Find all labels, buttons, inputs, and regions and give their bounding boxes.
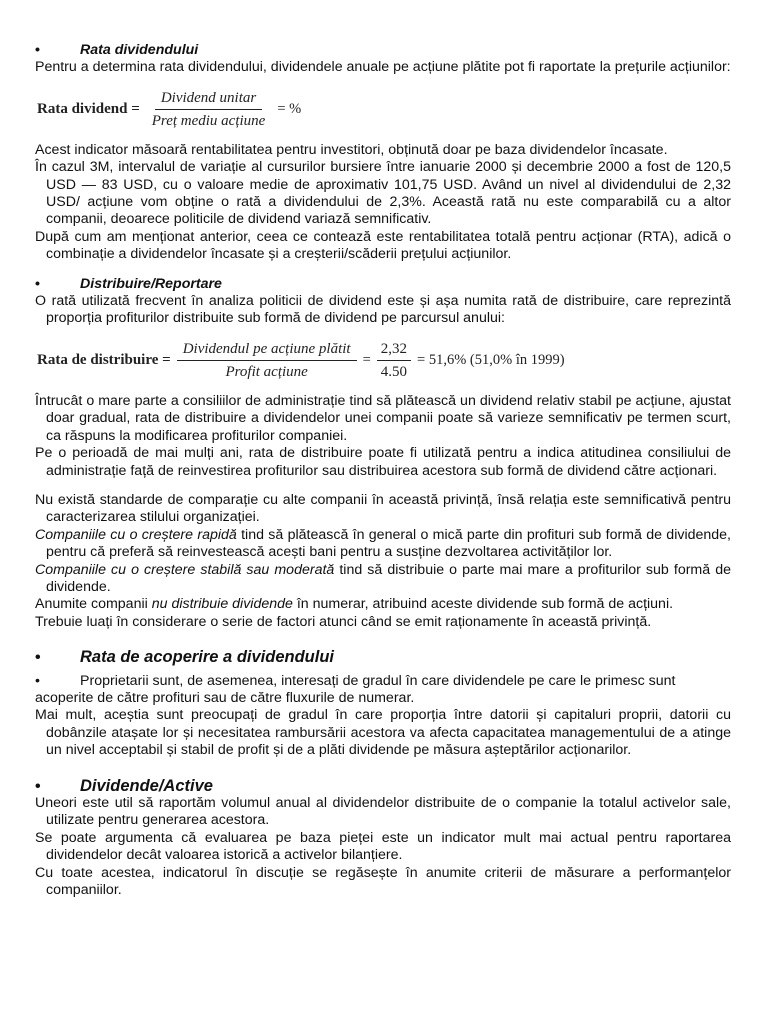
emphasis: Companiile cu o creștere rapidă [35, 526, 237, 543]
emphasis: nu distribuie dividende [151, 596, 293, 613]
emphasis: Companiile cu o creștere stabilă sau moderată [35, 561, 335, 578]
section-heading-dividende-active [35, 778, 731, 795]
paragraph: După cum am menționat anterior, ceea ce contează este rentabilitatea totală pentru acționar (RTA), adică o combinație a dividendelor încasate și a creșterii/scăderii prețului acțiunilor. [35, 228, 731, 263]
paragraph: Pentru a determina rata dividendului, dividendele anuale pe acțiune plătite pot fi raportate la prețurile acțiunilor: [35, 59, 731, 76]
formula-result: = 51,6% (51,0% în 1999) [417, 351, 565, 368]
paragraph: Cu toate acestea, indicatorul în discuție se regăsește în anumite criterii de măsurare a performanțelor companiilor. [35, 864, 731, 899]
formula-denominator: Preț mediu acțiune [151, 112, 266, 129]
bullet: • [35, 275, 40, 292]
paragraph: O rată utilizată frecvent în analiza politicii de dividend este și așa numita rată de distribuire, care reprezintă proporția profiturilor distribuite sub formă de dividend pe parcursul anului: [35, 293, 731, 327]
bullet: • [35, 672, 40, 689]
formula-numerator: Dividendul pe acțiune plătit [177, 340, 357, 361]
paragraph: Uneori este util să raportăm volumul anual al dividendelor distribuite de o companie la totalul activelor sale, utilizate pentru generarea acestora. [35, 795, 731, 829]
formula-value-numerator: 2,32 [377, 340, 411, 361]
formula-numerator: Dividend unitar [155, 89, 262, 110]
paragraph [35, 562, 731, 597]
bullet: • [35, 777, 41, 795]
paragraph [35, 527, 731, 562]
section-title: Rata dividendului [80, 42, 199, 58]
section-title: Dividende/Active [80, 776, 213, 795]
section-heading-rata-dividendului [35, 42, 731, 59]
paragraph: Nu există standarde de comparație cu alte companii în această privință, însă relația este semnificativă pentru caracterizarea stilului organizației. [35, 491, 731, 526]
formula-fraction [177, 340, 357, 381]
formula-equals: = [362, 351, 371, 368]
paragraph: Se poate argumenta că evaluarea pe baza pieței este un indicator mult mai actual pentru raportarea dividendelor decât valoarea istorică a activelor bilanțiere. [35, 829, 731, 864]
bullet: • [35, 649, 41, 667]
formula-denominator: Profit acțiune [225, 363, 308, 380]
text: Proprietarii sunt, de asemenea, interesați de gradul în care dividendele pe care le primesc sunt [80, 672, 676, 689]
section-title: Rata de acoperire a dividendului [80, 648, 334, 667]
paragraph: acoperite de către profituri sau de către fluxurile de numerar. [35, 689, 415, 706]
section-heading-rata-acoperire [35, 649, 731, 666]
formula-value-denominator: 4.50 [380, 363, 408, 380]
paragraph [35, 596, 731, 613]
paragraph: Acest indicator măsoară rentabilitatea pentru investitori, obținută doar pe baza dividendelor încasate. [35, 141, 668, 158]
formula-label: Rata de distribuire = [37, 351, 171, 368]
section-heading-distribuire [35, 276, 731, 293]
text: tind să plătească în general o mică parte din profituri sub formă de dividende, pentru că preferă să reinvestească acești bani pentru a susține dezvoltarea activităților lor. [46, 526, 731, 561]
paragraph: Întrucât o mare parte a consiliilor de administrație tind să plătească un dividend relativ stabil pe acțiune, ajustat doar gradual, rata de distribuire a dividendelor unei companii poate să varieze semnificativ pe termen scurt, ca răspuns la modificarea profiturilor companiei. [35, 392, 731, 444]
document-page [35, 42, 731, 899]
paragraph: Pe o perioadă de mai mulți ani, rata de distribuire poate fi utilizată pentru a indica atitudinea consiliului de administrație față de reinvestirea profiturilor sau distribuirea acestora sub formă de dividend către acționari. [35, 445, 731, 479]
formula-fraction [146, 89, 272, 130]
bullet: • [35, 42, 40, 58]
formula-rata-distribuire [35, 340, 731, 381]
formula-values-fraction [377, 340, 411, 381]
text: în numerar, atribuind aceste dividende sub formă de acțiuni. [292, 596, 674, 613]
paragraph: Mai mult, aceștia sunt preocupați de gradul în care proporția între datorii și capitaluri proprii, datorii cu dobânzile atașate lor și necesitatea rambursării acestora va afecta capacitatea managementului de a atinge un nivel acceptabil și stabil de profit și de a plăti dividende pe măsura așteptărilor acționarilor. [35, 707, 731, 759]
formula-suffix: = % [277, 100, 302, 117]
text: tind să distribuie o parte mai mare a profiturilor sub formă de dividende. [46, 561, 731, 595]
paragraph [35, 673, 731, 690]
formula-label: Rata dividend = [37, 100, 140, 117]
text: Anumite companii [35, 596, 152, 613]
paragraph: Trebuie luați în considerare o serie de factori atunci când se emit raționamente în această privință. [35, 613, 652, 630]
section-title: Distribuire/Reportare [80, 275, 222, 292]
paragraph: În cazul 3M, intervalul de variație al cursurilor bursiere între ianuarie 2000 și decembrie 2000 a fost de 120,5 USD — 83 USD, cu o valoare medie de aproximativ 101,75 USD. Având un nivel al dividendului de 2,32 USD/ acțiune vom obține o rată a dividendului de 2,3%. Această rată nu este comparabilă cu a altor companii, deoarece politicile de dividend variază semnificativ. [35, 159, 731, 228]
formula-rata-dividend [35, 89, 731, 130]
